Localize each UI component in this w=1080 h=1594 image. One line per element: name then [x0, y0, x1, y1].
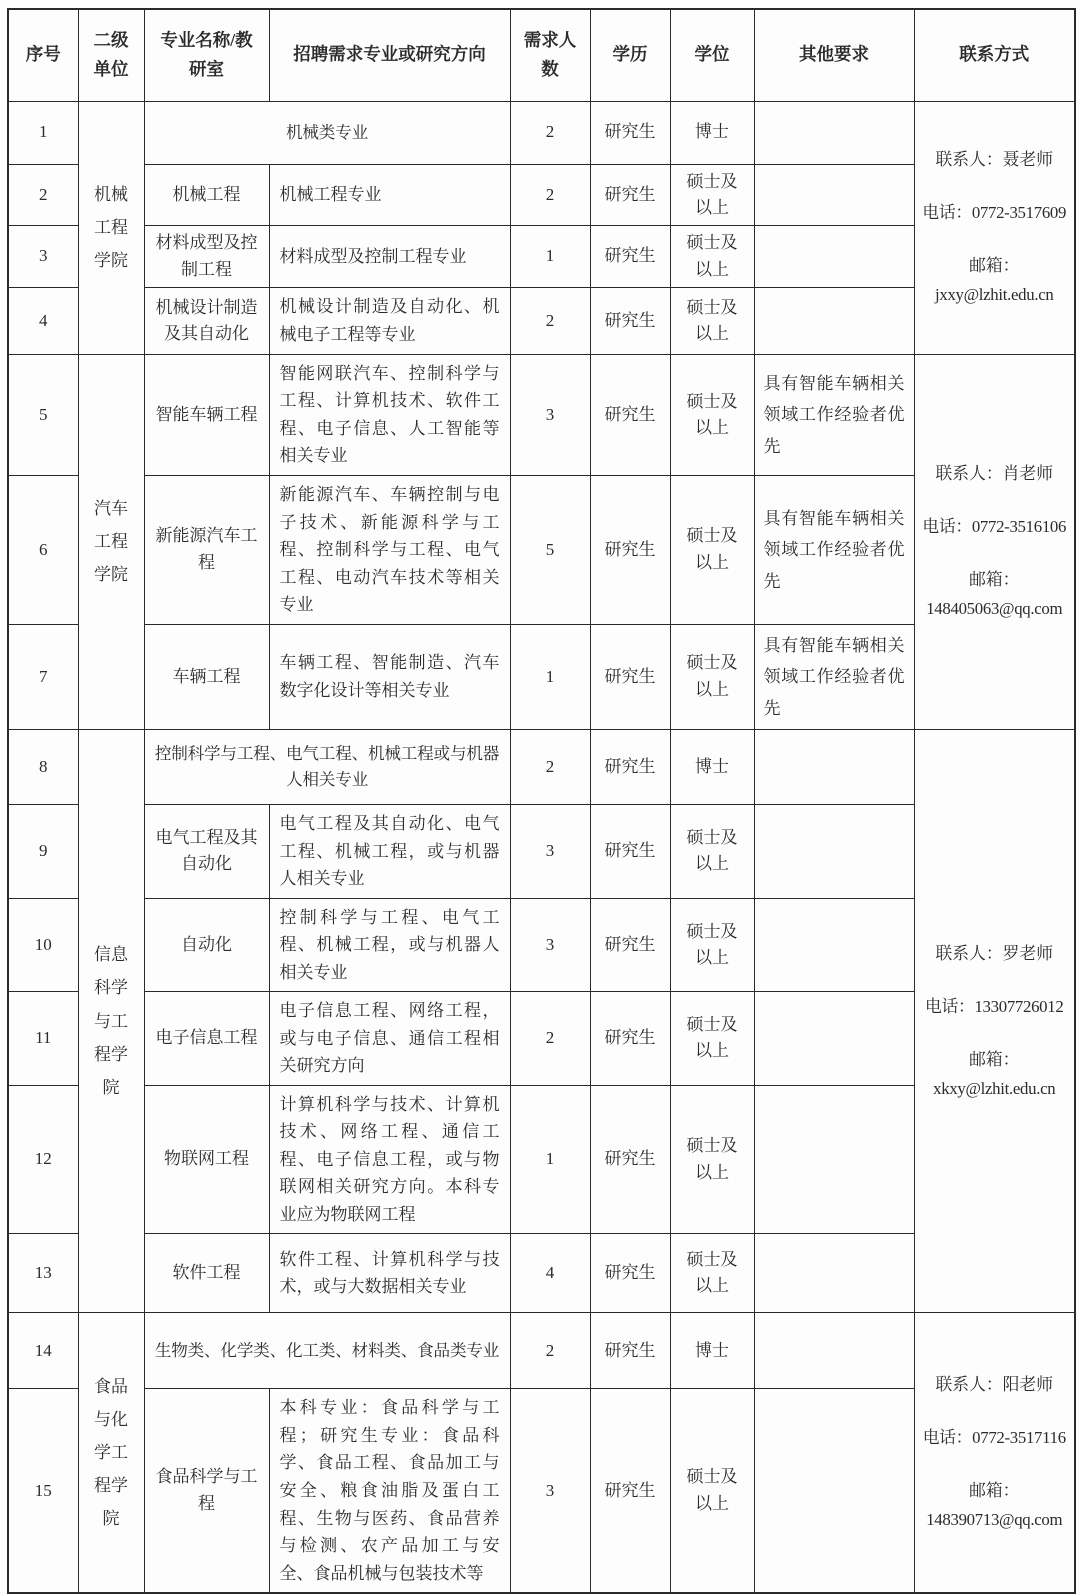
major-cell: 机械设计制造及其自动化: [144, 287, 269, 354]
degree-cell: 硕士及以上: [670, 226, 754, 288]
count-cell: 1: [510, 624, 590, 729]
demand-cell: 机械工程专业: [269, 164, 510, 226]
contact-person: 联系人：罗老师: [935, 943, 1053, 963]
major-cell: 软件工程: [144, 1234, 269, 1313]
unit-cell: [78, 101, 144, 354]
demand-cell: 智能网联汽车、控制科学与工程、计算机技术、软件工程、电子信息、人工智能等相关专业: [269, 354, 510, 475]
row-number-cell: 11: [8, 992, 78, 1086]
row-number-cell: 14: [8, 1313, 78, 1389]
count-cell: 3: [510, 354, 590, 475]
contact-person: 联系人：肖老师: [935, 464, 1053, 484]
contact-mail-label: 邮箱：: [969, 1481, 1020, 1501]
demand-cell: 本科专业：食品科学与工程；研究生专业：食品科学、食品工程、食品加工与安全、粮食油脂及蛋白工程、生物与医药、食品营养与检测、农产品加工与安全、食品机械与包装技术等: [269, 1389, 510, 1593]
degree-cell: 硕士及以上: [670, 992, 754, 1086]
education-cell: 研究生: [590, 1389, 670, 1593]
row-number-cell: 7: [8, 624, 78, 729]
other-req-cell: [754, 804, 914, 898]
count-cell: 5: [510, 476, 590, 625]
count-cell: 3: [510, 804, 590, 898]
count-cell: 3: [510, 1389, 590, 1593]
table-row: [8, 101, 1075, 164]
demand-cell: 控制科学与工程、电气工程、机械工程或与机器人相关专业: [144, 729, 510, 804]
education-cell: 研究生: [590, 164, 670, 226]
contact-person: 联系人：阳老师: [935, 1375, 1053, 1395]
row-number-cell: 9: [8, 804, 78, 898]
education-cell: 研究生: [590, 476, 670, 625]
contact-mail: jxxy@lzhit.edu.cn: [935, 285, 1054, 305]
degree-cell: 硕士及以上: [670, 1085, 754, 1234]
other-req-cell: 具有智能车辆相关领域工作经验者优先: [754, 354, 914, 475]
contact-mail-label: 邮箱：: [969, 570, 1020, 590]
row-number-cell: 12: [8, 1085, 78, 1234]
major-cell: 新能源汽车工程: [144, 476, 269, 625]
row-number-cell: 15: [8, 1389, 78, 1593]
other-req-cell: [754, 898, 914, 992]
degree-cell: 硕士及以上: [670, 804, 754, 898]
header-cell-count: 需求人数: [510, 9, 590, 101]
degree-cell: 博士: [670, 101, 754, 164]
other-req-cell: [754, 1085, 914, 1234]
unit-cell: [78, 1313, 144, 1593]
contact-cell: [914, 354, 1075, 729]
major-cell: 自动化: [144, 898, 269, 992]
demand-cell: 控制科学与工程、电气工程、机械工程，或与机器人相关专业: [269, 898, 510, 992]
major-cell: 材料成型及控制工程: [144, 226, 269, 288]
count-cell: 2: [510, 101, 590, 164]
contact-phone: 电话：0772-3517116: [922, 1428, 1066, 1448]
other-req-cell: [754, 992, 914, 1086]
count-cell: 2: [510, 287, 590, 354]
major-cell: 电气工程及其自动化: [144, 804, 269, 898]
header-cell-other: 其他要求: [754, 9, 914, 101]
demand-cell: 材料成型及控制工程专业: [269, 226, 510, 288]
education-cell: 研究生: [590, 287, 670, 354]
education-cell: 研究生: [590, 101, 670, 164]
unit-name: 信息科学与工程学院: [93, 945, 128, 1097]
header-cell-contact: 联系方式: [914, 9, 1075, 101]
demand-cell: 生物类、化学类、化工类、材料类、食品类专业: [144, 1313, 510, 1389]
degree-cell: 硕士及以上: [670, 354, 754, 475]
education-cell: 研究生: [590, 1313, 670, 1389]
other-req-cell: [754, 1389, 914, 1593]
other-req-cell: [754, 164, 914, 226]
degree-cell: 硕士及以上: [670, 898, 754, 992]
contact-person: 联系人：聂老师: [935, 150, 1053, 170]
demand-cell: 软件工程、计算机科学与技术，或与大数据相关专业: [269, 1234, 510, 1313]
unit-name: 食品与化学工程学院: [93, 1376, 128, 1529]
demand-cell: 电子信息工程、网络工程，或与电子信息、通信工程相关研究方向: [269, 992, 510, 1086]
contact-phone: 电话：13307726012: [925, 996, 1064, 1016]
other-req-cell: [754, 226, 914, 288]
header-cell-degree: 学位: [670, 9, 754, 101]
degree-cell: 硕士及以上: [670, 1389, 754, 1593]
major-cell: 电子信息工程: [144, 992, 269, 1086]
row-number-cell: 13: [8, 1234, 78, 1313]
degree-cell: 硕士及以上: [670, 287, 754, 354]
degree-cell: 硕士及以上: [670, 624, 754, 729]
count-cell: 2: [510, 1313, 590, 1389]
contact-mail: 148390713@qq.com: [926, 1510, 1063, 1530]
other-req-cell: [754, 287, 914, 354]
row-number-cell: 4: [8, 287, 78, 354]
demand-cell: 机械类专业: [144, 101, 510, 164]
demand-cell: 计算机科学与技术、计算机技术、网络工程、通信工程、电子信息工程，或与物联网相关研究方向。本科专业应为物联网工程: [269, 1085, 510, 1234]
table-row: [8, 729, 1075, 804]
count-cell: 1: [510, 226, 590, 288]
other-req-cell: [754, 729, 914, 804]
table-row: [8, 354, 1075, 475]
contact-mail: 148405063@qq.com: [926, 599, 1063, 619]
degree-cell: 硕士及以上: [670, 476, 754, 625]
education-cell: 研究生: [590, 898, 670, 992]
education-cell: 研究生: [590, 729, 670, 804]
degree-cell: 博士: [670, 729, 754, 804]
row-number-cell: 6: [8, 476, 78, 625]
contact-mail-label: 邮箱：: [969, 256, 1020, 276]
row-number-cell: 3: [8, 226, 78, 288]
count-cell: 3: [510, 898, 590, 992]
other-req-cell: 具有智能车辆相关领域工作经验者优先: [754, 624, 914, 729]
row-number-cell: 1: [8, 101, 78, 164]
header-cell-education: 学历: [590, 9, 670, 101]
unit-cell: [78, 354, 144, 729]
contact-mail-label: 邮箱：: [969, 1049, 1020, 1069]
header-cell-no: 序号: [8, 9, 78, 101]
education-cell: 研究生: [590, 1234, 670, 1313]
header-cell-major: 专业名称/教研室: [144, 9, 269, 101]
contact-phone: 电话：0772-3516106: [922, 517, 1067, 537]
education-cell: 研究生: [590, 354, 670, 475]
education-cell: 研究生: [590, 992, 670, 1086]
count-cell: 4: [510, 1234, 590, 1313]
education-cell: 研究生: [590, 1085, 670, 1234]
unit-name: 汽车工程学院: [93, 499, 128, 585]
contact-cell: [914, 729, 1075, 1312]
count-cell: 2: [510, 992, 590, 1086]
degree-cell: 硕士及以上: [670, 164, 754, 226]
contact-phone: 电话：0772-3517609: [922, 203, 1067, 223]
count-cell: 2: [510, 164, 590, 226]
demand-cell: 新能源汽车、车辆控制与电子技术、新能源科学与工程、控制科学与工程、电气工程、电动汽车技术等相关专业: [269, 476, 510, 625]
row-number-cell: 10: [8, 898, 78, 992]
header-cell-demand: 招聘需求专业或研究方向: [269, 9, 510, 101]
demand-cell: 电气工程及其自动化、电气工程、机械工程，或与机器人相关专业: [269, 804, 510, 898]
major-cell: 车辆工程: [144, 624, 269, 729]
other-req-cell: [754, 1234, 914, 1313]
contact-cell: [914, 1313, 1075, 1593]
row-number-cell: 5: [8, 354, 78, 475]
count-cell: 2: [510, 729, 590, 804]
row-number-cell: 2: [8, 164, 78, 226]
unit-cell: [78, 729, 144, 1312]
major-cell: 机械工程: [144, 164, 269, 226]
degree-cell: 硕士及以上: [670, 1234, 754, 1313]
row-number-cell: 8: [8, 729, 78, 804]
degree-cell: 博士: [670, 1313, 754, 1389]
education-cell: 研究生: [590, 804, 670, 898]
contact-mail: xkxy@lzhit.edu.cn: [933, 1078, 1056, 1098]
contact-cell: [914, 101, 1075, 354]
major-cell: 物联网工程: [144, 1085, 269, 1234]
unit-name: 机械工程学院: [93, 184, 128, 271]
demand-cell: 机械设计制造及自动化、机械电子工程等专业: [269, 287, 510, 354]
recruitment-table: [7, 8, 1076, 1594]
header-row: [8, 9, 1075, 101]
count-cell: 1: [510, 1085, 590, 1234]
major-cell: 食品科学与工程: [144, 1389, 269, 1593]
other-req-cell: 具有智能车辆相关领域工作经验者优先: [754, 476, 914, 625]
education-cell: 研究生: [590, 624, 670, 729]
other-req-cell: [754, 101, 914, 164]
header-cell-unit: 二级单位: [78, 9, 144, 101]
major-cell: 智能车辆工程: [144, 354, 269, 475]
demand-cell: 车辆工程、智能制造、汽车数字化设计等相关专业: [269, 624, 510, 729]
education-cell: 研究生: [590, 226, 670, 288]
